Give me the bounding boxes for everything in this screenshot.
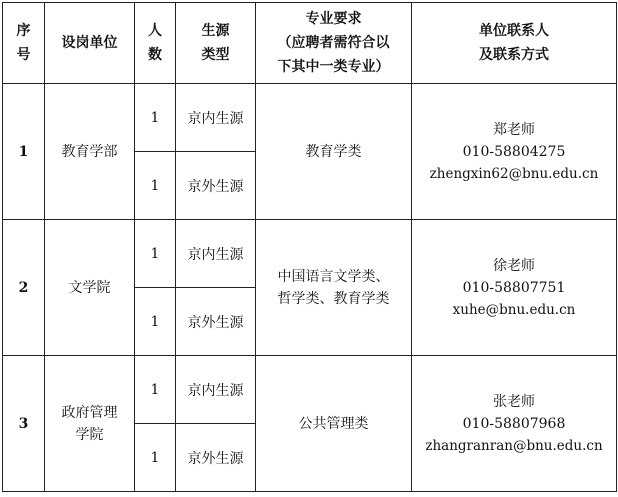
slot-source: 京外生源: [176, 288, 256, 356]
slot-source: 京内生源: [176, 84, 256, 152]
contact-phone: 010-58807968: [462, 415, 566, 432]
contact-email: zhangranran@bnu.edu.cn: [425, 437, 603, 454]
header-index: [3, 3, 45, 84]
contact-email: zhengxin62@bnu.edu.cn: [429, 165, 599, 182]
header-major-line: 下其中一类专业）: [277, 59, 390, 75]
header-source-line: 生源: [201, 23, 230, 39]
row-major: [256, 356, 412, 492]
row-contact: [412, 220, 617, 356]
recruitment-table: [2, 2, 617, 492]
row-unit: [45, 356, 135, 492]
header-index-line: 序: [16, 23, 31, 39]
table-row: [3, 220, 617, 288]
header-count: [135, 3, 176, 84]
header-major: [256, 3, 412, 84]
row-major: [256, 84, 412, 220]
row-index: 1: [3, 84, 45, 220]
header-count-line: 数: [148, 47, 162, 63]
row-contact: [412, 84, 617, 220]
row-index: 3: [3, 356, 45, 492]
row-unit-line: 政府管理: [61, 404, 118, 421]
contact-name: 徐老师: [493, 257, 535, 274]
row-major-line: 公共管理类: [298, 415, 369, 432]
header-row: [3, 3, 617, 84]
slot-source: 京外生源: [176, 424, 256, 492]
slot-count: 1: [135, 356, 176, 424]
slot-count: 1: [135, 220, 176, 288]
header-unit: 设岗单位: [45, 3, 135, 84]
slot-count: 1: [135, 152, 176, 220]
row-major: [256, 220, 412, 356]
header-index-line: 号: [16, 47, 31, 63]
header-major-line: （应聘者需符合以: [277, 35, 390, 51]
row-unit-line: 教育学部: [61, 143, 118, 160]
header-contact-line: 及联系方式: [479, 47, 549, 63]
slot-source: 京内生源: [176, 356, 256, 424]
slot-source: 京外生源: [176, 152, 256, 220]
contact-phone: 010-58804275: [462, 143, 566, 160]
slot-count: 1: [135, 288, 176, 356]
header-major-line: 专业要求: [305, 11, 362, 27]
row-contact: [412, 356, 617, 492]
header-source: [176, 3, 256, 84]
header-contact: [412, 3, 617, 84]
contact-name: 郑老师: [493, 121, 535, 138]
slot-source: 京内生源: [176, 220, 256, 288]
row-major-line: 教育学类: [305, 143, 362, 160]
row-index: 2: [3, 220, 45, 356]
row-major-line: 中国语言文学类、: [277, 268, 390, 285]
contact-email: xuhe@bnu.edu.cn: [452, 301, 576, 318]
header-contact-line: 单位联系人: [479, 23, 549, 39]
contact-phone: 010-58807751: [462, 279, 566, 296]
row-unit: [45, 84, 135, 220]
row-unit-line: 学院: [75, 426, 104, 443]
header-source-line: 类型: [201, 47, 230, 63]
table-row: [3, 84, 617, 152]
row-unit-line: 文学院: [68, 279, 111, 296]
contact-name: 张老师: [493, 393, 535, 410]
row-unit: [45, 220, 135, 356]
table-row: [3, 356, 617, 424]
slot-count: 1: [135, 424, 176, 492]
header-count-line: 人: [148, 23, 162, 39]
row-major-line: 哲学类、教育学类: [277, 290, 390, 307]
slot-count: 1: [135, 84, 176, 152]
